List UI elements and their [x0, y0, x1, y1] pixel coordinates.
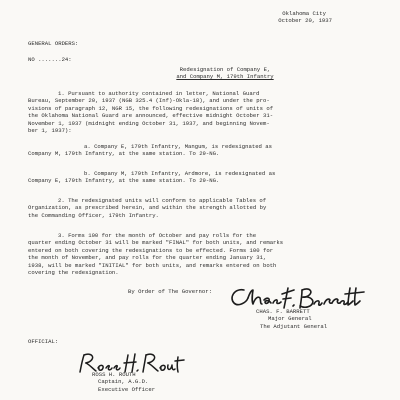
- paragraph-3-line: 3. Forms 100 for the month of October and pay rolls for the: [58, 232, 257, 239]
- item-b-line: Company E, 179th Infantry, at the same station. To 29-NG.: [28, 177, 220, 185]
- subject-line-1: Redesignation of Company E,: [179, 66, 271, 73]
- paragraph-2: [28, 197, 266, 219]
- paragraph-3-line: quarter ending October 31 will be marked "FINAL" for both units, and remarks: [28, 239, 284, 247]
- item-b: [28, 170, 275, 185]
- item-b-line: b. Company M, 179th Infantry, Ardmore, is redesignated as: [84, 170, 276, 177]
- paragraph-1-line: Bureau, September 20, 1937 (NGB 325.4 (Inf)-Okla-18), and under the pro-: [28, 97, 270, 105]
- signatory-rank: Major General: [268, 315, 312, 323]
- official-block: [92, 371, 155, 393]
- paragraph-1-line: visions of paragraph 12, NGR 15, the following redesignations of units of: [28, 104, 274, 112]
- paragraph-3-line: the month of November, and pay rolls for the quarter ending January 31,: [28, 254, 267, 262]
- general-orders-title: GENERAL ORDERS:: [28, 40, 79, 47]
- official-rank: Captain, A.G.D.: [98, 378, 149, 386]
- paragraph-3-line: entered on both covering the redesignations to be effected. Forms 100 for: [28, 246, 274, 254]
- official-label: OFFICIAL:: [28, 338, 59, 345]
- paragraph-1-line: November 1, 1937 (midnight ending October 31, 1937, and beginning Novem-: [28, 119, 270, 127]
- paragraph-2-line: the Commanding Officer, 179th Infantry.: [28, 211, 159, 219]
- item-a: [28, 143, 272, 158]
- paragraph-3: [28, 232, 283, 276]
- signatory-title: The Adjutant General: [260, 322, 328, 330]
- official-name: ROSS H. ROUTH: [92, 371, 136, 378]
- paragraph-3-line: 1938, will be marked "INITIAL" for both units, and remarks entered on both: [28, 261, 277, 269]
- official-title: Executive Officer: [98, 385, 156, 393]
- signatory-block: [256, 308, 327, 330]
- header-city: Oklahoma City: [282, 10, 326, 17]
- paragraph-2-line: 2. The redesignated units will conform to applicable Tables of: [58, 197, 267, 204]
- paragraph-1-line: 1. Pursuant to authority contained in letter, National Guard: [58, 90, 260, 97]
- closing-line: By Order of The Governor:: [128, 288, 212, 295]
- signatory-name: CHAS. F. BARRETT: [256, 308, 310, 315]
- item-a-line: a. Company E, 179th Infantry, Mangum, is redesignated as: [84, 143, 272, 150]
- item-a-line: Company M, 179th Infantry, at the same station. To 29-NG.: [28, 150, 220, 158]
- header-block: [278, 10, 332, 25]
- paragraph-1: [28, 90, 273, 134]
- order-number: NO .......24:: [28, 56, 72, 63]
- paragraph-2-line: Organization, as prescribed herein, and within the strength allotted by: [28, 204, 267, 212]
- paragraph-1-line: ber 1, 1937):: [28, 126, 72, 134]
- paragraph-1-line: the Oklahoma National Guard are announced, effective midnight October 31-: [28, 112, 274, 120]
- subject-line-2: and Company M, 179th Infantry: [176, 73, 274, 81]
- header-date: October 20, 1937: [278, 17, 332, 25]
- subject-block: [140, 66, 310, 81]
- paragraph-3-line: covering the redesignation.: [28, 268, 119, 276]
